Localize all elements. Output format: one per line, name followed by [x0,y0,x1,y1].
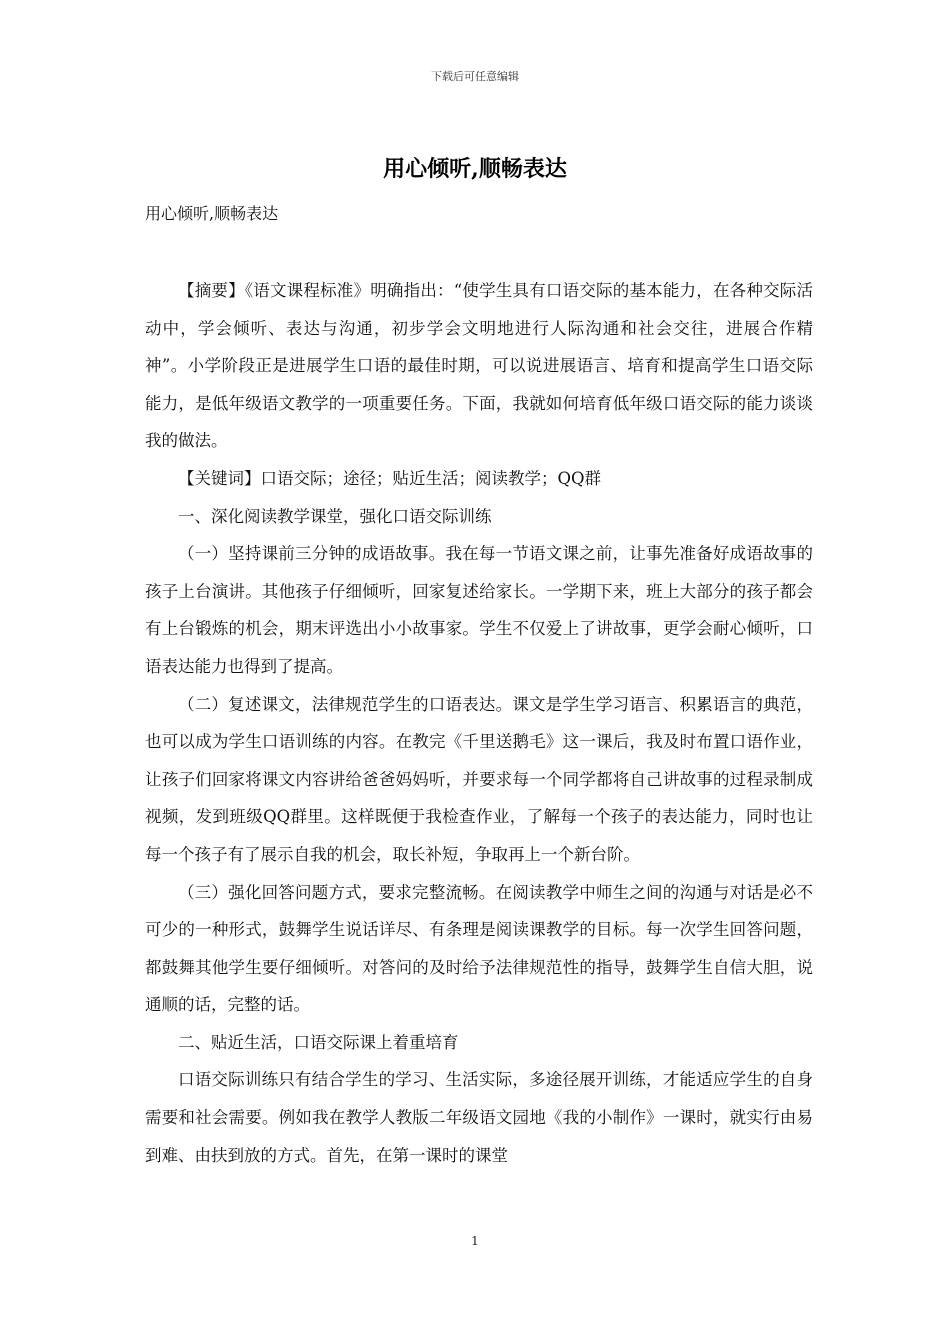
section-heading-1: 一、深化阅读教学课堂，强化口语交际训练 [178,506,492,526]
body-paragraph: 口语交际训练只有结合学生的学习、生活实际，多途径展开训练，才能适应学生的自身需要和社会需要。例如我在教学人教版二年级语文园地《我的小制作》一课时，就实行由易到难、由扶到放的方式。首先，在第一课时的课堂 [145,1070,813,1165]
page-header-note: 下载后可任意编辑 [431,70,519,83]
abstract-paragraph: 【摘要】《语文课程标准》明确指出：“使学生具有口语交际的基本能力，在各种交际活动中，学会倾听、表达与沟通，初步学会文明地进行人际沟通和社会交往，进展合作精神”。小学阶段正是进展学生口语的最佳时期，可以说进展语言、培育和提高学生口语交际能力，是低年级语文教学的一项重要任务。下面，我就如何培育低年级口语交际的能力谈谈我的做法。 [145,281,813,451]
document-subtitle: 用心倾听,顺畅表达 [145,204,279,223]
body-paragraph: （三）强化回答问题方式，要求完整流畅。在阅读教学中师生之间的沟通与对话是必不可少的一种形式，鼓舞学生说话详尽、有条理是阅读课教学的目标。每一次学生回答问题，都鼓舞其他学生要仔细倾听。对答问的及时给予法律规范性的指导，鼓舞学生自信大胆，说通顺的话，完整的话。 [145,882,813,1015]
section-heading-2: 二、贴近生活，口语交际课上着重培育 [178,1032,459,1052]
page-number: 1 [471,1234,479,1248]
keywords-paragraph: 【关键词】口语交际；途径；贴近生活；阅读教学；QQ群 [178,468,602,488]
body-paragraph: （二）复述课文，法律规范学生的口语表达。课文是学生学习语言、积累语言的典范，也可以成为学生口语训练的内容。在教完《千里送鹅毛》这一课后，我及时布置口语作业，让孩子们回家将课文内容讲给爸爸妈妈听，并要求每一个同学都将自己讲故事的过程录制成视频，发到班级QQ群里。这样既便于我检查作业，了解每一个孩子的表达能力，同时也让每一个孩子有了展示自我的机会，取长补短，争取再上一个新台阶。 [145,694,813,864]
document-body [145,272,813,1174]
document-title: 用心倾听,顺畅表达 [383,156,567,182]
body-paragraph: （一）坚持课前三分钟的成语故事。我在每一节语文课之前，让事先准备好成语故事的孩子上台演讲。其他孩子仔细倾听，回家复述给家长。一学期下来，班上大部分的孩子都会有上台锻炼的机会，期末评选出小小故事家。学生不仅爱上了讲故事，更学会耐心倾听，口语表达能力也得到了提高。 [145,544,813,676]
